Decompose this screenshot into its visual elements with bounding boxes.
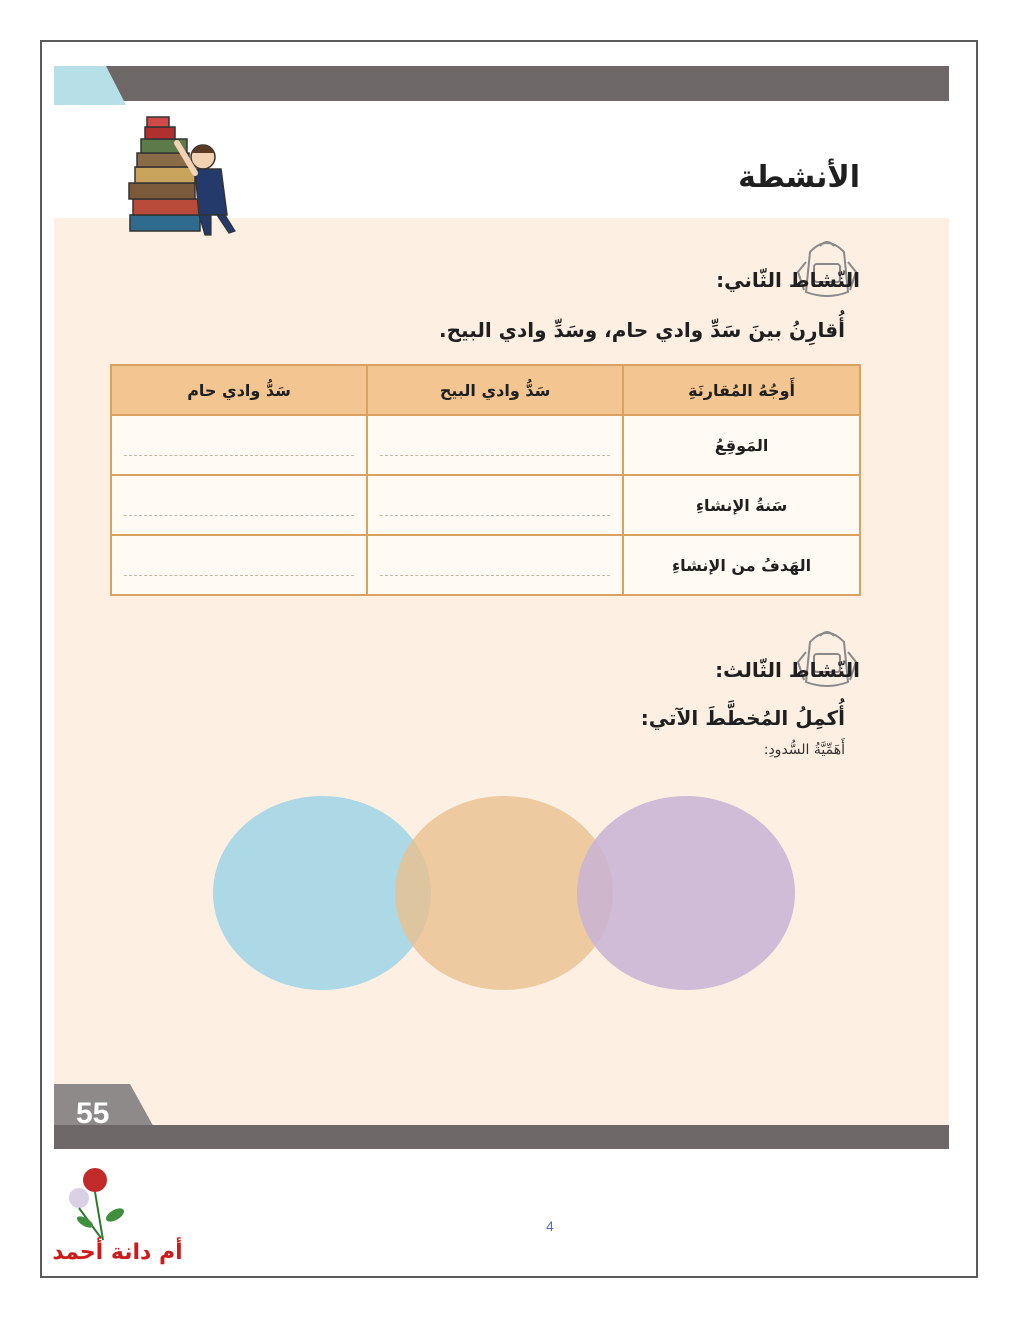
bottom-banner-bar [54, 1125, 949, 1149]
answer-cell[interactable] [111, 415, 367, 475]
rose-logo [55, 1160, 145, 1245]
page-title: الأنشطة [738, 160, 860, 195]
activity-3-heading: النّشاط الثّالث: [715, 658, 860, 682]
answer-cell[interactable] [367, 535, 623, 595]
purple-circle[interactable] [577, 796, 795, 990]
three-circle-diagram [205, 790, 805, 1000]
activity-3-subline: أَهَمِّيَّةُ السُّدودِ: [763, 742, 845, 758]
activity-2-instruction: أُقارِنُ بينَ سَدِّ وادي حام، وسَدِّ وادي البيح. [439, 318, 845, 342]
answer-cell[interactable] [111, 475, 367, 535]
answer-cell[interactable] [367, 475, 623, 535]
top-banner-bar [54, 66, 949, 101]
column-header: أَوجُهُ المُقارنَةِ [623, 365, 860, 415]
row-label: الهَدفُ من الإنشاءِ [623, 535, 860, 595]
activity-3-instruction: أُكمِلُ المُخطَّطَ الآتي: [640, 706, 845, 730]
boy-with-books-illustration [125, 115, 245, 240]
table-header-row [111, 365, 860, 415]
page-number: 55 [76, 1097, 110, 1130]
column-header: سَدُّ وادي حام [111, 365, 367, 415]
answer-cell[interactable] [367, 415, 623, 475]
answer-cell[interactable] [111, 535, 367, 595]
table-row [111, 475, 860, 535]
table-row [111, 535, 860, 595]
footer-page-number: 4 [546, 1218, 554, 1234]
row-label: سَنةُ الإنشاءِ [623, 475, 860, 535]
table-row [111, 415, 860, 475]
activity-2-heading: النّشاط الثّاني: [716, 268, 860, 292]
brand-signature: أم دانة أحمد [52, 1240, 183, 1265]
column-header: سَدُّ وادي البيح [367, 365, 623, 415]
row-label: المَوقِعُ [623, 415, 860, 475]
comparison-table [110, 364, 861, 596]
